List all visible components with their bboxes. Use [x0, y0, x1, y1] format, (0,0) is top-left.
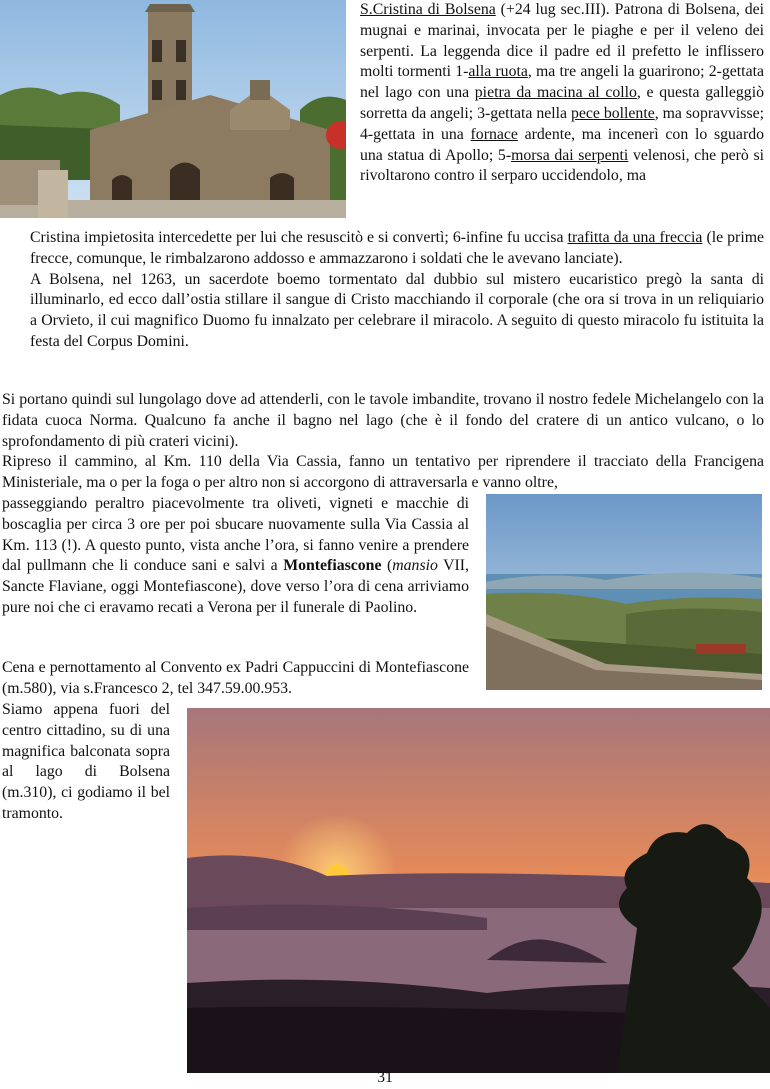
- page-number: 31: [377, 1069, 393, 1086]
- paragraph-santa-cristina: [360, 0, 764, 187]
- text-run: , ma sopravvisse; 4-gettata in una: [360, 104, 764, 143]
- underlined-term: fornace: [470, 125, 518, 143]
- text-run: (: [381, 557, 393, 575]
- sunset-photo: [187, 708, 770, 1073]
- underlined-term: morsa dai serpenti: [511, 146, 629, 164]
- paragraph-bolsena-miracle: A Bolsena, nel 1263, un sacerdote boemo tormentato dal dubbio sul mistero eucaristico pregò la santa di illuminarlo, ed ecco dall’ostia stillare il sangue di Cristo macchiando il corporale (che ora si trova in un reliquiario a Orvieto, il cui magnifico Duomo fu innalzato per celebrare il miracolo. A seguito di questo miracolo fu istituita la festa del Corpus Domini.: [30, 270, 764, 350]
- text-santa-cristina-intro: [360, 0, 764, 187]
- text-run: ardente, ma incenerì con lo sguardo una statua di Apollo; 5-: [360, 125, 764, 164]
- text-full-width-block: [30, 228, 764, 353]
- text-run: (+24 lug sec.III). Patrona di Bolsena, dei mugnai e marinai, invocata per le piaghe e per il veleno dei serpenti. La leggenda dice il padre ed il prefetto le inflissero molti tormenti 1-: [360, 1, 764, 81]
- text-run: VII, Sancte Flaviane, oggi Montefiascone), dove verso l’ora di cena arriviamo pure noi che ci eravamo recati a Verona per il funerale di Paolino.: [2, 557, 469, 616]
- text-run: passeggiando peraltro piacevolmente tra oliveti, vigneti e macchie di boscaglia per circa 3 ore per poi sbucare nuovamente sulla Via Cassia al Km. 113 (!). A questo punto, vista anche l’ora, si fanno venire a prendere dal pullmann che li conduce sani e salvi a: [2, 495, 469, 575]
- underlined-term: pietra da macina al collo: [474, 84, 637, 102]
- paragraph-lungolago: Si portano quindi sul lungolago dove ad attenderli, con le tavole imbandite, trovano il nostro fedele Michelangelo con la fidata cuoca Norma. Qualcuno fa anche il bagno nel lago (che è il fondo del cratere di un antico vulcano, o lo sprofondamento di più crateri vicini).: [2, 391, 764, 450]
- paragraph-convento: Cena e pernottamento al Convento ex Padri Cappuccini di Montefiascone (m.580), via s.Francesco 2, tel 347.59.00.953.: [2, 659, 469, 697]
- text-run: , ma tre angeli la guarirono; 2-gettata nel lago con una: [360, 63, 764, 102]
- underlined-term: alla ruota: [468, 63, 528, 81]
- underlined-term: trafitta da una freccia: [567, 229, 703, 246]
- church-photo: [0, 0, 346, 218]
- text-run: velenosi, che però si rivoltarono contro il serparo uccidendolo, ma: [360, 146, 765, 185]
- place-name-bold: Montefiascone: [283, 557, 382, 575]
- heading-santa-cristina: S.Cristina di Bolsena: [360, 1, 496, 18]
- latin-term-italic: mansio: [392, 557, 438, 575]
- paragraph-montefiascone-arrival: [2, 494, 469, 619]
- text-convento-block: [2, 658, 469, 700]
- text-run: , e questa galleggiò sorretta da angeli; 3-gettata nella: [360, 84, 764, 122]
- paragraph-tramonto: Siamo appena fuori del centro cittadino, su di una magnifica balconata sopra al lago di Bolsena (m.310), ci godiamo il bel tramonto.: [2, 701, 170, 822]
- text-sunset-block: [2, 700, 170, 825]
- lake-panorama-photo: [486, 494, 762, 690]
- text-lungolago-block: [2, 390, 764, 494]
- paragraph-cammino: Ripreso il cammino, al Km. 110 della Via Cassia, fanno un tentativo per riprendere il tracciato della Francigena Ministeriale, ma o per la foga o per altro non si accorgono di attraversarla e vanno oltre,: [2, 453, 764, 492]
- paragraph-santa-cristina-continued: [30, 228, 764, 270]
- text-run: (le prime frecce, comunque, le rimbalzarono addosso e ammazzarono i soldati che le avevano lanciate).: [30, 229, 765, 267]
- text-montefiascone-block: [2, 494, 469, 619]
- text-run: Cristina impietosita intercedette per lui che resuscitò e si convertì; 6-infine fu uccisa: [30, 229, 568, 246]
- underlined-term: pece bollente: [570, 104, 655, 122]
